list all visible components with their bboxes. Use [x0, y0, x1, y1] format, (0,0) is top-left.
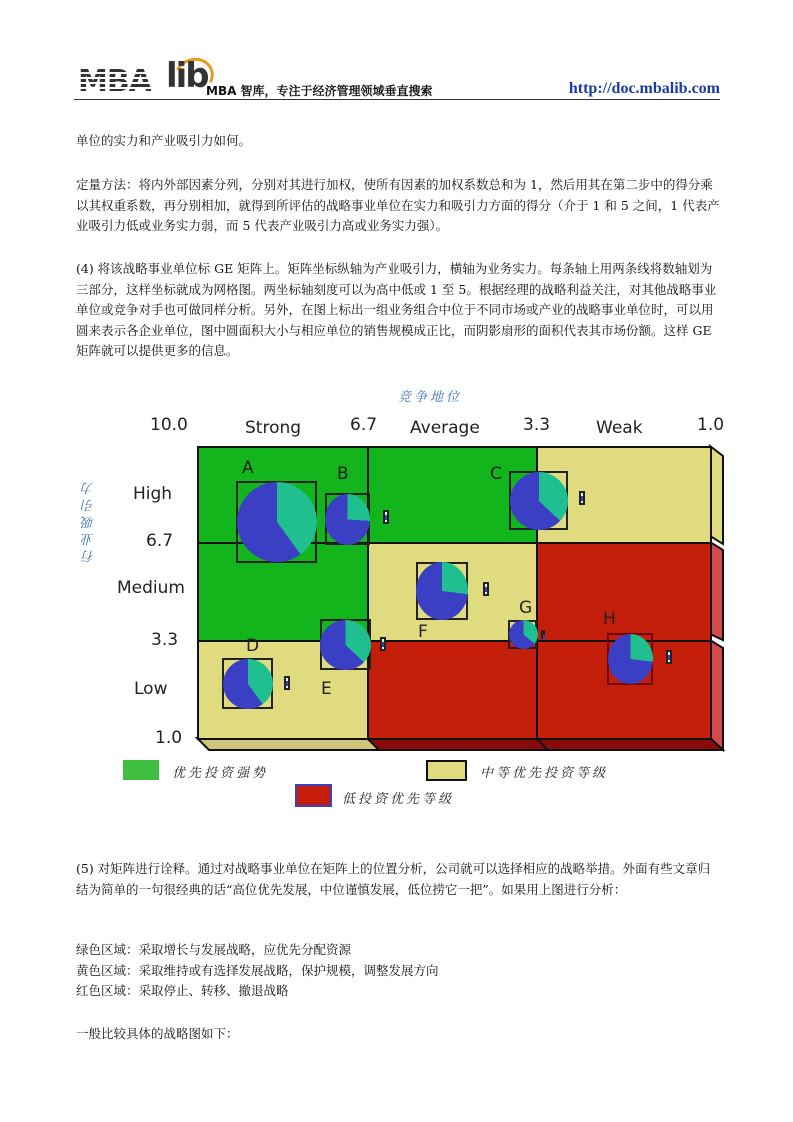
x-tick: 6.7 [350, 415, 378, 435]
y-tick: 1.0 [155, 728, 183, 748]
share-indicator-b [383, 510, 389, 524]
legend-swatch-green [123, 760, 159, 780]
green-zone-strategy: 绿色区域：采取增长与发展战略，应优先分配资源 [76, 942, 352, 957]
legend-label-green: 优先投资强势 [172, 766, 269, 781]
paragraph-step5 [76, 859, 720, 900]
paragraph-intro [76, 131, 720, 152]
header-divider [74, 99, 720, 100]
mbalib-logo [78, 56, 208, 98]
unit-label-f: F [418, 622, 428, 642]
share-indicator-g [541, 630, 545, 639]
share-indicator-c [579, 491, 585, 505]
legend-swatch-yellow [426, 760, 467, 781]
share-indicator-h [666, 650, 672, 664]
pie-unit-f [416, 562, 468, 620]
pie-unit-c [510, 472, 568, 530]
y-category: Medium [117, 578, 185, 598]
share-indicator-f [483, 582, 489, 596]
logo-mba-text: MBA [78, 64, 151, 99]
legend-label-yellow: 中等优先投资等级 [480, 766, 609, 781]
paragraph-text: 一般比较具体的战略图如下： [76, 1026, 239, 1041]
pie-unit-b [325, 494, 370, 545]
unit-label-d: D [246, 636, 260, 656]
tagline: MBA 智库，专注于经济管理领域垂直搜索 [206, 84, 433, 98]
unit-label-g: G [519, 598, 533, 618]
paragraph-text: (5) 对矩阵进行诠释。通过对战略事业单位在矩阵上的位置分析，公司就可以选择相应的战略举措。外面有些文章归结为简单的一句很经典的话“高位优先发展，中位谨慎发展，低位捞它一把”。如果用上图进行分析： [76, 861, 711, 897]
unit-label-h: H [603, 609, 616, 629]
share-indicator-e [380, 637, 386, 651]
unit-label-c: C [490, 464, 502, 484]
x-tick: 10.0 [150, 415, 188, 435]
y-axis-title: 行业吸引力 [82, 478, 97, 563]
legend-label-red: 低投资优先等级 [342, 792, 455, 807]
cell-medium-weak [536, 542, 712, 642]
share-indicator-d [284, 676, 290, 690]
x-tick: 1.0 [697, 415, 725, 435]
y-category: Low [134, 679, 168, 699]
x-category: Average [410, 418, 480, 438]
unit-label-b: B [337, 464, 349, 484]
red-zone-strategy: 红色区域：采取停止、转移、撤退战略 [76, 983, 289, 998]
pie-unit-e [320, 620, 371, 670]
x-category: Strong [245, 418, 302, 438]
site-url-link[interactable]: http://doc.mbalib.com [568, 80, 720, 97]
pie-unit-a [237, 482, 317, 562]
paragraph-quant-method [76, 175, 720, 237]
page-header [78, 54, 720, 100]
y-category: High [133, 484, 173, 504]
unit-label-a: A [242, 458, 254, 478]
x-category: Weak [596, 418, 643, 438]
pie-unit-d [223, 659, 273, 709]
legend-swatch-red [295, 784, 332, 807]
cell-low-average [367, 640, 538, 740]
x-axis-title: 竞争地位 [398, 390, 463, 405]
x-tick: 3.3 [523, 415, 551, 435]
paragraph-step4 [76, 259, 720, 362]
unit-label-e: E [321, 679, 332, 699]
pie-unit-g [509, 620, 538, 649]
paragraph-zone-strategies [76, 940, 720, 1002]
paragraph-text: 定量方法：将内外部因素分列，分别对其进行加权，使所有因素的加权系数总和为 1，然后用其在第二步中的得分乘以其权重系数，再分别相加，就得到所评估的战略事业单位在实力和吸引力方面的得分（介于 1 和 5 之间，1 代表产业吸引力低或业务实力弱，而 5 代表产业吸引力高或业务实力强）。 [76, 177, 720, 233]
yellow-zone-strategy: 黄色区域：采取维持或有选择发展战略，保护规模，调整发展方向 [76, 962, 439, 978]
paragraph-closing [76, 1024, 720, 1045]
paragraph-text: (4) 将该战略事业单位标 GE 矩阵上。矩阵坐标纵轴为产业吸引力，横轴为业务实力。每条轴上用两条线将数轴划为三部分，这样坐标就成为网格图。两坐标轴刻度可以为高中低或 1 至 5。根据经理的战略利益关注，对其他战略事业单位或竞争对手也可做同样分析。另外，在图上标出一组业务组合中位于不同市场或产业的战略事业单位时，可以用圆来表示各企业单位，图中圆面积大小与相应单位的销售规模成正比，而阴影扇形的面积代表其市场份额。这样 GE 矩阵就可以提供更多的信息。 [76, 261, 717, 358]
y-tick: 3.3 [151, 630, 179, 650]
paragraph-text: 单位的实力和产业吸引力如何。 [76, 133, 252, 148]
y-tick: 6.7 [146, 531, 174, 551]
pie-unit-h [608, 634, 653, 684]
logo-lib-text: lib [166, 56, 208, 96]
